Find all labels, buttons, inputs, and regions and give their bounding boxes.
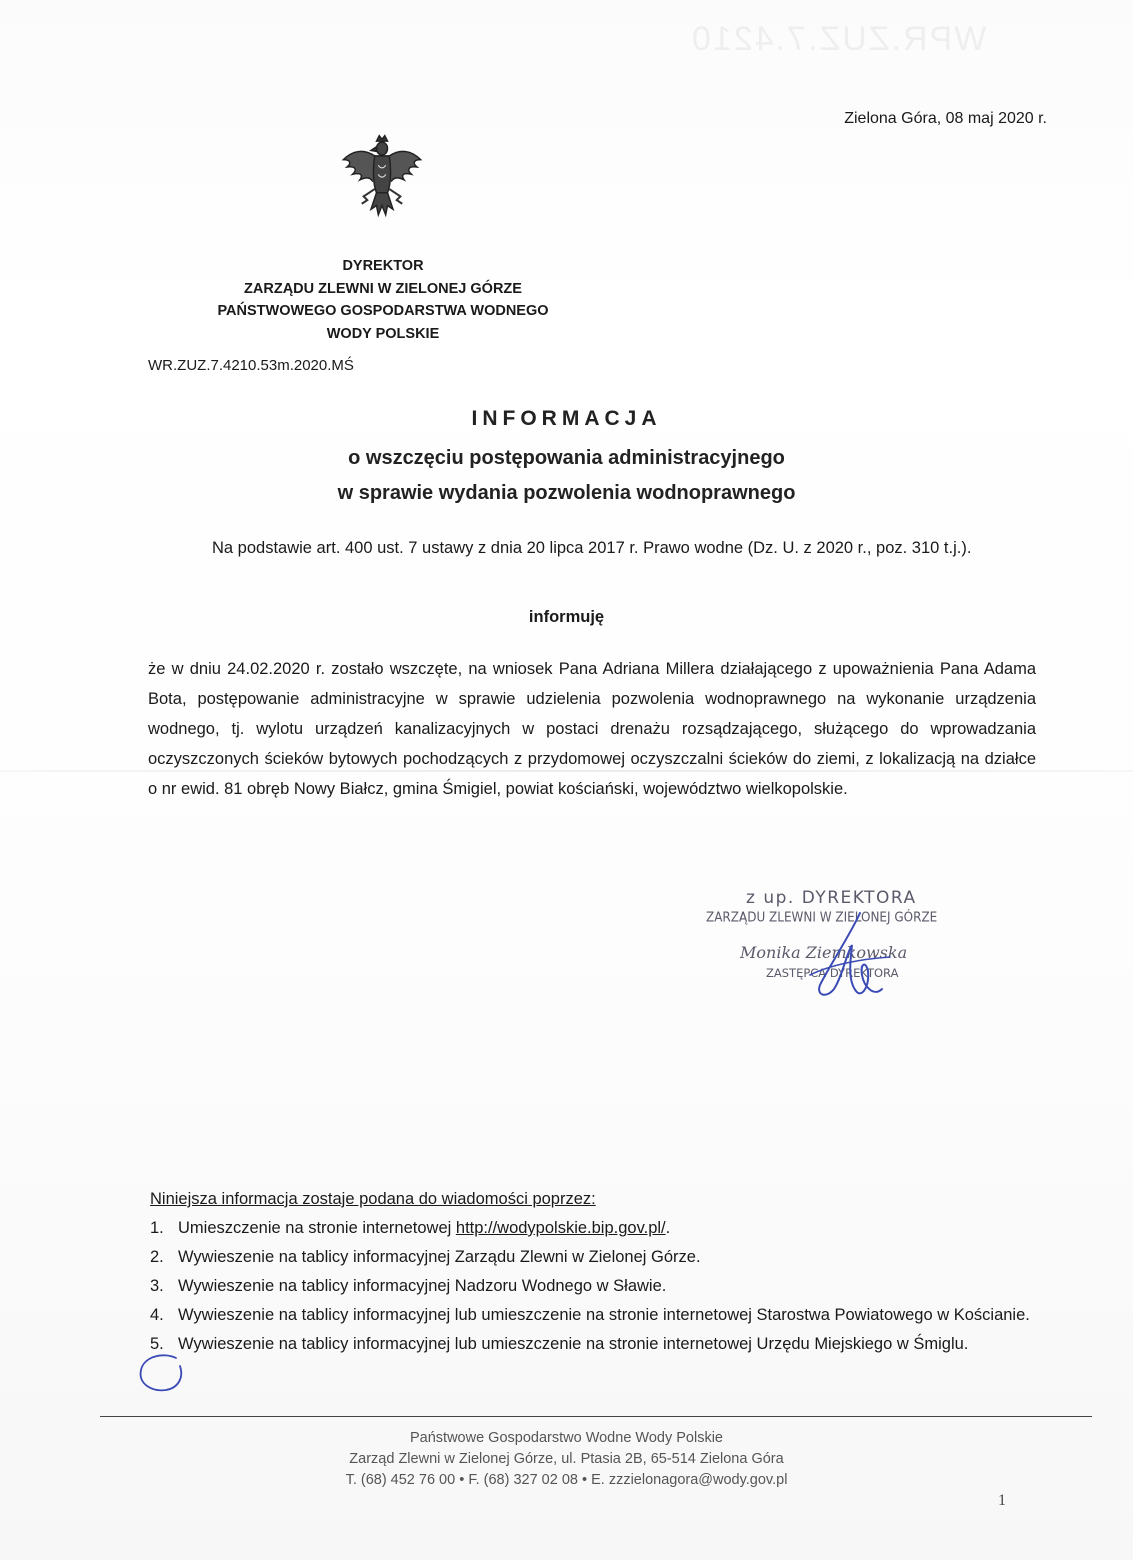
notice-item-text: Umieszczenie na stronie internetowej <box>178 1219 456 1237</box>
notice-item-suffix: . <box>665 1219 671 1237</box>
bleed-through-text: WPR.ZUZ.7.4210 <box>690 20 987 58</box>
date-line: Zielona Góra, 08 maj 2020 r. <box>844 110 1047 127</box>
footer-divider <box>100 1416 1092 1417</box>
notice-item-text: Wywieszenie na tablicy informacyjnej Nadzoru Wodnego w Sławie. <box>178 1277 667 1295</box>
handwritten-signature <box>790 905 920 1005</box>
notice-item-text: Wywieszenie na tablicy informacyjnej Zarządu Zlewni w Zielonej Górze. <box>178 1248 701 1266</box>
page-number: 1 <box>998 1492 1006 1509</box>
informuje-heading: informuję <box>528 608 605 626</box>
issuing-authority <box>160 255 606 345</box>
authority-line-4: WODY POLSKIE <box>326 325 440 342</box>
notice-list <box>150 1214 1043 1359</box>
notice-item <box>150 1301 1043 1330</box>
polish-eagle-emblem-icon <box>336 132 428 224</box>
footer-line-1: Państwowe Gospodarstwo Wodne Wody Polskie <box>410 1430 723 1446</box>
notice-item-number: 4. <box>150 1306 164 1324</box>
notice-item-text: Wywieszenie na tablicy informacyjnej lub umieszczenie na stronie internetowej Starostwa Powiatowego w Kościanie. <box>178 1306 1030 1324</box>
bip-website-link[interactable]: http://wodypolskie.bip.gov.pl/ <box>455 1219 666 1237</box>
notice-item <box>150 1330 1043 1359</box>
authority-line-2: ZARZĄDU ZLEWNI W ZIELONEJ GÓRZE <box>244 280 522 297</box>
reference-number: WR.ZUZ.7.4210.53m.2020.MŚ <box>148 357 354 374</box>
footer-line-3: T. (68) 452 76 00 • F. (68) 327 02 08 • E. zzzielonagora@wody.gov.pl <box>345 1472 788 1488</box>
stamp-line-3: Monika Ziemkowska <box>740 943 908 962</box>
notice-item <box>150 1243 1043 1272</box>
notice-item-number: 3. <box>150 1277 164 1295</box>
stamp-line-2: ZARZĄDU ZLEWNI W ZIELONEJ GÓRZE <box>706 909 938 925</box>
notice-item <box>150 1214 1043 1243</box>
document-title: INFORMACJA <box>471 407 662 430</box>
footer-line-2: Zarząd Zlewni w Zielonej Górze, ul. Ptasia 2B, 65-514 Zielona Góra <box>349 1451 784 1467</box>
legal-basis-paragraph: Na podstawie art. 400 ust. 7 ustawy z dnia 20 lipca 2017 r. Prawo wodne (Dz. U. z 2020 r., poz. 310 t.j.). <box>212 539 972 557</box>
notice-heading: Niniejsza informacja zostaje podana do wiadomości poprzez: <box>150 1190 596 1208</box>
document-subtitle-2: w sprawie wydania pozwolenia wodnoprawnego <box>337 482 796 504</box>
notice-item-number: 2. <box>150 1248 164 1266</box>
authority-line-3: PAŃSTWOWEGO GOSPODARSTWA WODNEGO <box>217 303 549 319</box>
document-subtitle-1: o wszczęciu postępowania administracyjnego <box>348 447 785 469</box>
notice-item-text: Wywieszenie na tablicy informacyjnej lub umieszczenie na stronie internetowej Urzędu Miejskiego w Śmiglu. <box>178 1335 969 1353</box>
authority-line-1: DYREKTOR <box>342 258 424 274</box>
notice-item-number: 5. <box>150 1335 164 1353</box>
footer <box>0 1428 1133 1491</box>
body-paragraph: że w dniu 24.02.2020 r. zostało wszczęte, na wniosek Pana Adriana Millera działającego z upoważnienia Pana Adama Bota, postępowanie administracyjne w sprawie udzielenia pozwolenia wodnoprawnego na wykonanie urządzenia wodnego, tj. wylotu urządzeń kanalizacyjnych w postaci drenażu rozsądzającego, służącego do wprowadzania oczyszczonych ścieków bytowych pochodzących z przydomowej oczyszczalni ścieków do ziemi, z lokalizacją na działce o nr ewid. 81 obręb Nowy Białcz, gmina Śmigiel, powiat kościański, województwo wielkopolskie. <box>148 660 1036 798</box>
notice-item-number: 1. <box>150 1219 164 1237</box>
notice-item <box>150 1272 1043 1301</box>
stamp-line-4: ZASTĘPCA DYREKTORA <box>766 966 899 980</box>
stamp-line-1: z up. DYREKTORA <box>746 888 917 908</box>
handwritten-circle-mark <box>136 1352 188 1396</box>
